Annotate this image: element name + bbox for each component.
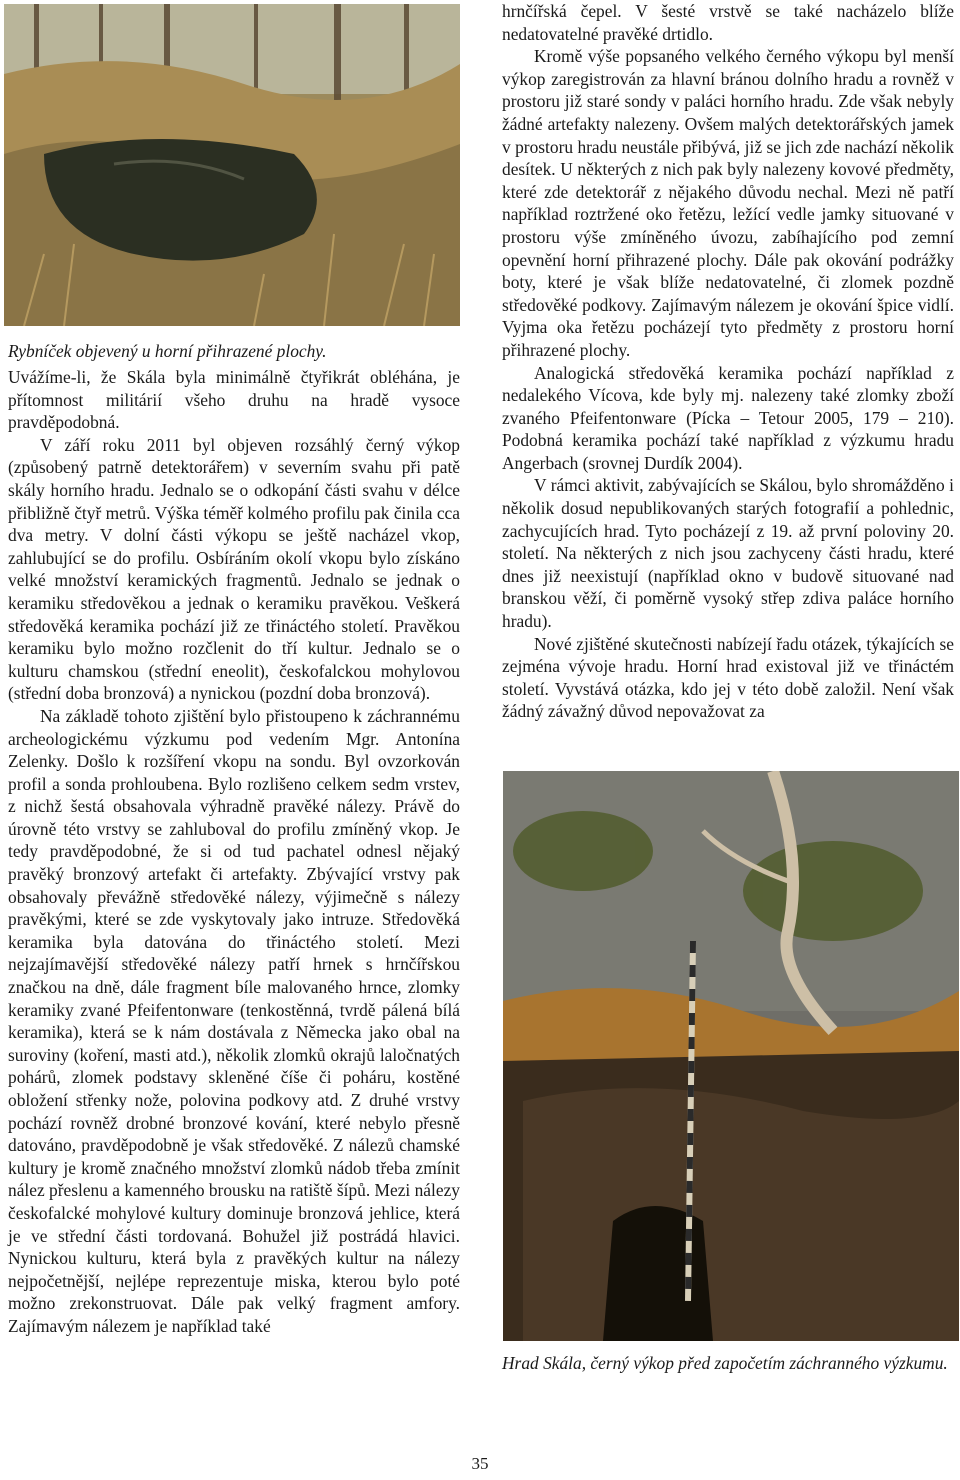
left-text-column: [8, 366, 460, 1338]
pond-photo-illustration: [4, 4, 460, 326]
paragraph: Nové zjištěné skutečnosti nabízejí řadu otázek, týkajících se zejména vývoje hradu. Horní hrad existoval již ve třináctém století. Vyvstává otázka, kdo jej v této době založil. Není však žádný závažný důvod nepovažovat za: [502, 633, 954, 722]
paragraph: Na základě tohoto zjištění bylo přistoupeno k záchrannému archeologickému výzkumu pod vedením Mgr. Antonína Zelenky. Došlo k rozšíření vkopu na sondu. Byl ovzorkován profil a sonda prohloubena. Bylo rozlišeno celkem sedm vrstev, z nichž šestá obsahovala výhradně pravěké nálezy. Právě do úrovně této vrstvy se zahluboval do profilu zmíněný vkop. Je tedy pravděpodobné, že si od tud pachatel odnesl nějaký pravěký bronzový artefakt či artefakty. Zbývající vrstvy pak obsahovaly převážně středověké nálezy, výjimečně s nálezy pravěkými, které se zde vyskytovaly jako intruze. Středověká keramika byla datována do třináctého století. Mezi nejzajímavější středověké nálezy patří hrnek s hrnčířskou značkou na dně, dále fragment bíle malovaného hrnce, zlomky keramiky zvané Pfeifentonware (tenkostěnná, tvrdě pálená bílá keramika), která se k nám dostávala z Německa jako obal na suroviny (koření, masti atd.), několik zlomků okrajů laločnatých pohárů, zlomek podstavy skleněné číše či poháru, kostěné obložení střenky nože, polovina podkovy atd. Z druhé vrstvy pochází rovněž drobné bronzové kování, které nebylo přesně datováno, pravděpodobně je však středověké. Z nálezů chamské kultury je kromě značného množství zlomků nádob třeba zmínit nález přeslenu a kamenného brousku na ratiště šípů. Mezi nálezy českofalcké mohylové kultury dominuje bronzová jehlice, která je ve střední části tordovaná. Bohužel již postrádá hlavici. Nynickou kulturu, která byla z pravěkých kultur na nálezy nejpočetnější, nejlépe reprezentuje miska, kterou bylo poté možno zrekonstruovat. Dále pak velký fragment amfory. Zajímavým nálezem je například také: [8, 705, 460, 1336]
pond-photo: [4, 4, 460, 326]
paragraph: hrnčířská čepel. V šesté vrstvě se také nacházelo blíže nedatovatelné pravěké drtidlo.: [502, 1, 954, 44]
paragraph: V rámci aktivit, zabývajících se Skálou, bylo shromážděno i několik dosud nepublikovaných starých fotografií a pohlednic, zachycujících hrad. Tyto pocházejí z 19. až první poloviny 20. století. Na některých z nich jsou zachyceny části hradu, které dnes již neexistují (například okno v budově situované nad branskou věží, či poměrně vysoký střep zdiva paláce horního hradu).: [502, 475, 954, 632]
page-number: 35: [471, 1454, 489, 1473]
pond-photo-caption: Rybníček objevený u horní přihrazené plochy.: [8, 341, 327, 361]
trench-photo: [503, 771, 959, 1341]
right-text-column: [502, 0, 954, 723]
paragraph: Analogická středověká keramika pochází například z nedalekého Vícova, kde byly mj. nalezeny také zlomky zboží zvaného Pfeifentonware (Pícka – Tetour 2005, 179 – 210). Podobná keramika pochází také například z výzkumu hradu Angerbach (srovnej Durdík 2004).: [502, 362, 954, 473]
paragraph: Uvážíme-li, že Skála byla minimálně čtyřikrát obléhána, je přítomnost militárií všeho druhu na hradě vysoce pravděpodobná.: [8, 367, 460, 433]
paragraph: V září roku 2011 byl objeven rozsáhlý černý výkop (způsobený patrně detektorářem) v severním svahu při patě skály horního hradu. Jednalo se o odkopání části svahu v délce přibližně čtyř metrů. Výška téměř kolmého profilu pak činila cca dva metry. V dolní části výkopu se ještě nacházel vkop, zahlubující se do profilu. Osbíráním okolí vkopu bylo získáno velké množství keramických fragmentů. Jednalo se jednak o keramiku středověkou a jednak o keramiku pravěkou. Veškerá středověká keramika pochází již ze třináctého století. Pravěkou keramiku bylo možno rozčlenit do tří kultur. Jednalo se o kulturu chamskou (střední eneolit), českofalckou mohylovou (střední doba bronzová) a nynickou (pozdní doba bronzová).: [8, 434, 460, 704]
trench-photo-caption: Hrad Skála, černý výkop před započetím záchranného výzkumu.: [502, 1353, 948, 1373]
paragraph: Kromě výše popsaného velkého černého výkopu byl menší výkop zaregistrován za hlavní bránou dolního hradu a rovněž v prostoru již staré sondy v paláci horního hradu. Zde však nebyly žádné artefakty nalezeny. Ovšem malých detektorářských jamek v prostoru hradu neustále přibývá, již se jich zde nachází několik desítek. U některých z nich pak byly nalezeny kovové předměty, které zde detektorář z nějakého důvodu nechal. Mezi ně patří například roztržené oko řetězu, ležící vedle jamky situované v prostoru výše zmíněného úvozu, zabíhajícího pod zemní opevnění horní přihrazené plochy. Dále pak okování podrážky boty, které je však blíže nedatovatelné, či zlomek pozdně středověké podkovy. Zajímavým nálezem je okování špice vidlí. Vyjma oka řetězu pocházejí tyto předměty z prostoru horní přihrazené plochy.: [502, 46, 954, 360]
trench-photo-illustration: [503, 771, 959, 1341]
